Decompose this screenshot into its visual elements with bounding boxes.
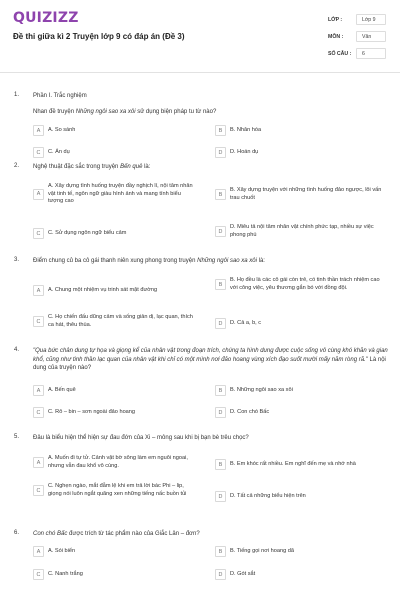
option-letter: B — [215, 546, 226, 557]
option-text: A. So sánh — [48, 126, 76, 133]
meta-row-subject — [328, 29, 388, 44]
option-letter: B — [215, 279, 226, 290]
option-text: B. Họ đều là các cô gái còn trẻ, có tinh thần trách nhiệm cao với công việc, yêu thương gắn bó với đồng đội. — [230, 277, 380, 291]
option-letter: D — [215, 491, 226, 502]
option-letter: C — [33, 147, 44, 158]
option-text: C. Nanh trắng — [48, 570, 83, 577]
question-text-italic: Bến quê — [120, 164, 143, 170]
option-text: C. Ẩn dụ — [48, 148, 70, 155]
option-text: D. Gót sắt — [230, 570, 256, 577]
option-letter: B — [215, 189, 226, 200]
option-text: D. Tất cả những biểu hiện trên — [230, 492, 306, 499]
option-text: B. Tiếng gọi nơi hoang dã — [230, 547, 295, 554]
option-c[interactable] — [33, 147, 193, 158]
option-letter: A — [33, 125, 44, 136]
header-divider — [0, 72, 400, 73]
option-letter: D — [215, 569, 226, 580]
question-text — [33, 530, 388, 539]
quizizz-logo: QUIZIZZ — [13, 10, 79, 26]
option-letter: B — [215, 385, 226, 396]
meta-value: Văn — [356, 31, 386, 42]
option-a[interactable] — [33, 125, 193, 136]
option-b[interactable] — [215, 385, 387, 396]
option-b[interactable] — [215, 459, 387, 470]
option-letter: B — [215, 125, 226, 136]
section-title: Phần I. Trắc nghiệm — [33, 93, 87, 99]
option-letter: D — [215, 147, 226, 158]
option-b[interactable] — [215, 187, 387, 202]
question-text-italic: "Qua bức chân dung tự họa và giọng kể của nhân vật trong đoạn trích, chúng ta hình dung được cuộc sống vô cùng khó khăn và gian khổ, cũng như tinh thần lạc quan của nhân vật khi chỉ có một mình nơi đảo hoang vùng xích đạo suốt mười mấy năm ròng rã." — [33, 348, 388, 363]
option-text: C. Rô – bin – sơn ngoài đảo hoang — [48, 408, 136, 415]
option-text: B. Nhân hóa — [230, 126, 262, 133]
option-text: D. Hoán dụ — [230, 148, 259, 155]
question-text — [33, 108, 388, 117]
option-letter: C — [33, 569, 44, 580]
option-text: A. Chung một nhiệm vụ trinh sát mặt đường — [48, 286, 158, 293]
option-c[interactable] — [33, 314, 193, 329]
option-letter: C — [33, 316, 44, 327]
question-number: 3. — [14, 257, 20, 263]
meta-row-grade — [328, 12, 388, 27]
option-c[interactable] — [33, 483, 193, 498]
option-d[interactable] — [215, 224, 387, 239]
option-b[interactable] — [215, 546, 387, 557]
question-text — [33, 163, 388, 172]
question-number: 1. — [14, 92, 20, 98]
option-d[interactable] — [215, 147, 387, 158]
option-a[interactable] — [33, 285, 193, 296]
question-text — [33, 434, 388, 443]
option-text: B. Những ngôi sao xa xôi — [230, 386, 293, 393]
question-number: 4. — [14, 347, 20, 353]
option-letter: C — [33, 228, 44, 239]
meta-label: LỚP : — [328, 16, 343, 23]
question-text-part: Đâu là biểu hiện thể hiện sự đau đớn của Xi – mông sau khi bị bạn bè trêu chọc? — [33, 435, 249, 441]
option-text: D. Cả a, b, c — [230, 319, 262, 326]
question-text-part: là: — [256, 258, 265, 264]
question-text — [33, 257, 388, 266]
option-b[interactable] — [215, 277, 387, 292]
question-text-part: là: — [142, 164, 151, 170]
question-text-part: được trích từ tác phẩm nào của Giắc Lân – đơn? — [67, 531, 200, 537]
question-text-part: Là nội dung của truyện nào? — [33, 356, 386, 371]
question-text-part: Điểm chung củ ba cô gái thanh niên xung phong trong truyện — [33, 258, 198, 264]
option-letter: B — [215, 459, 226, 470]
option-c[interactable] — [33, 407, 193, 418]
option-text: D. Con chó Bấc — [230, 408, 270, 415]
option-letter: A — [33, 285, 44, 296]
question-number: 5. — [14, 434, 20, 440]
option-d[interactable] — [215, 407, 387, 418]
option-letter: A — [33, 546, 44, 557]
option-text: C. Họ chiến đấu dũng cảm và sống giản dị, lạc quan, thích ca hát, thêu thùa. — [48, 314, 193, 328]
question-text-italic: Những ngôi sao xa xôi — [75, 109, 136, 115]
meta-label: SỐ CÂU : — [328, 50, 352, 57]
option-c[interactable] — [33, 228, 193, 239]
question-text-part: Nhan đề truyện — [33, 109, 76, 115]
question-number: 2. — [14, 163, 20, 169]
option-letter: D — [215, 226, 226, 237]
option-text: C. Nghẹn ngào, mắt đẫm lệ khi em trả lời bác Phi – lip, giọng nói luôn ngắt quãng xen những tiếng nấc buồn tủi — [48, 483, 187, 497]
option-text: A. Sói biển — [48, 547, 76, 554]
option-letter: A — [33, 457, 44, 468]
meta-label: MÔN : — [328, 33, 344, 40]
meta-value: Lớp 9 — [356, 14, 386, 25]
option-b[interactable] — [215, 125, 387, 136]
option-a[interactable] — [33, 183, 193, 206]
option-text: B. Em khóc rất nhiều. Em nghĩ đến mẹ và nhớ nhà — [230, 460, 356, 467]
option-a[interactable] — [33, 546, 193, 557]
question-text-italic: Con chó Bấc — [33, 531, 68, 537]
page-title: Đề thi giữa kì 2 Truyện lớp 9 có đáp án (Đề 3) — [13, 32, 185, 41]
option-text: C. Sử dụng ngôn ngữ biểu cảm — [48, 229, 127, 236]
option-letter: D — [215, 318, 226, 329]
option-d[interactable] — [215, 318, 387, 329]
option-text: B. Xây dựng truyện với những tình huống đảo ngược, lôi vấn trau chuốt — [230, 187, 382, 201]
option-text: A. Muốn đi tự tử. Cảnh vật bờ sông làm em nguôi ngoai, nhưng vẫn đau khổ vô cùng. — [48, 455, 188, 469]
question-text-part: sử dụng biện pháp tu từ nào? — [135, 109, 217, 115]
meta-row-count — [328, 46, 388, 61]
quiz-meta — [328, 12, 388, 63]
question-text — [33, 347, 388, 373]
meta-value: 6 — [356, 48, 386, 59]
question-text-italic: Những ngôi sao xa xôi — [197, 258, 257, 264]
question-text-part: Nghệ thuật đặc sắc trong truyện — [33, 164, 121, 170]
option-d[interactable] — [215, 491, 387, 502]
option-d[interactable] — [215, 569, 387, 580]
option-letter: D — [215, 407, 226, 418]
option-letter: A — [33, 189, 44, 200]
option-text: A. Xây dựng tình huống truyện đầy nghịch lí, nội tâm nhân vật tinh tế, ngôn ngữ giàu hình ảnh và mang tính biểu tượng cao — [48, 183, 193, 205]
option-letter: A — [33, 385, 44, 396]
option-letter: C — [33, 485, 44, 496]
option-c[interactable] — [33, 569, 193, 580]
option-a[interactable] — [33, 455, 193, 470]
option-a[interactable] — [33, 385, 193, 396]
question-number: 6. — [14, 530, 20, 536]
option-text: D. Miêu tả nội tâm nhân vật chính phức tạp, nhiều sự việc phong phú — [230, 224, 374, 238]
option-letter: C — [33, 407, 44, 418]
option-text: A. Bến quê — [48, 386, 76, 393]
